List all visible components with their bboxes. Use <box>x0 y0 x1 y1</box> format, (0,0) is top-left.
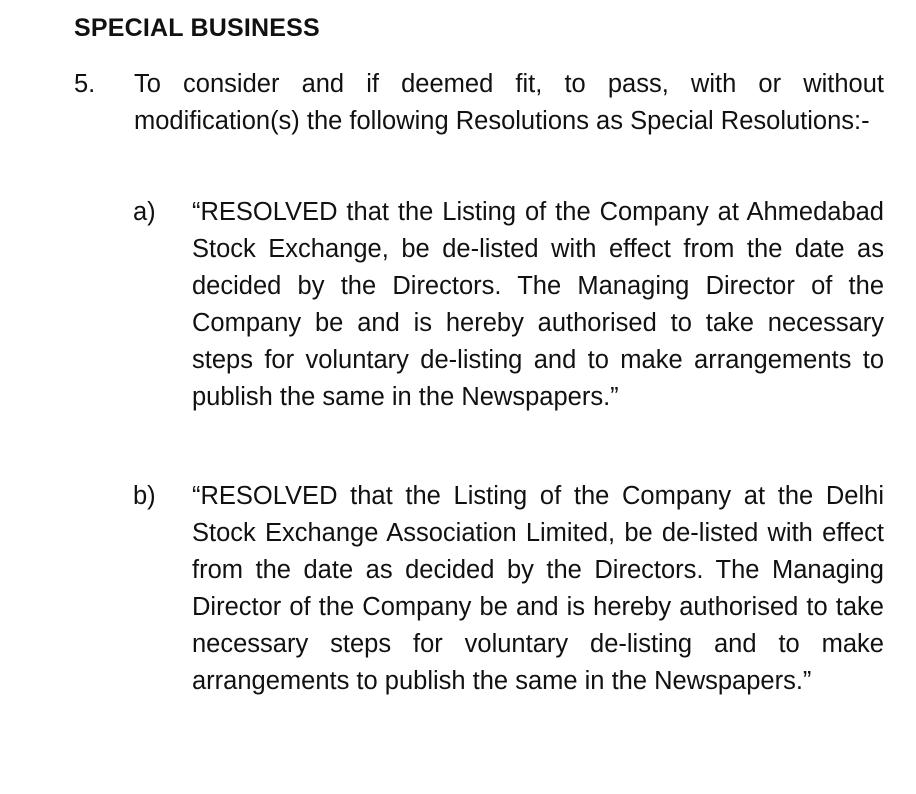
subitem-b-label: b) <box>133 482 156 510</box>
subitem-b-text: “RESOLVED that the Listing of the Company at the Delhi Stock Exchange Association Limited, be de-listed with effect from the date as decided by the Directors. The Managing Director of the Company be and is hereby authorised to take necessary steps for voluntary de-listing and to make arrangements to publish the same in the Newspapers.” <box>192 482 884 695</box>
item-text: To consider and if deemed fit, to pass, with or without modification(s) the following Resolutions as Special Resolutions:- <box>134 70 884 135</box>
subitem-a-text: “RESOLVED that the Listing of the Company at Ahmedabad Stock Exchange, be de-listed with effect from the date as decided by the Directors. The Managing Director of the Company be and is hereby authorised to take necessary steps for voluntary de-listing and to make arrangements to publish the same in the Newspapers.” <box>192 198 884 411</box>
subitem-a-label: a) <box>133 198 156 226</box>
item-number: 5. <box>74 70 96 98</box>
section-heading: SPECIAL BUSINESS <box>74 14 320 42</box>
